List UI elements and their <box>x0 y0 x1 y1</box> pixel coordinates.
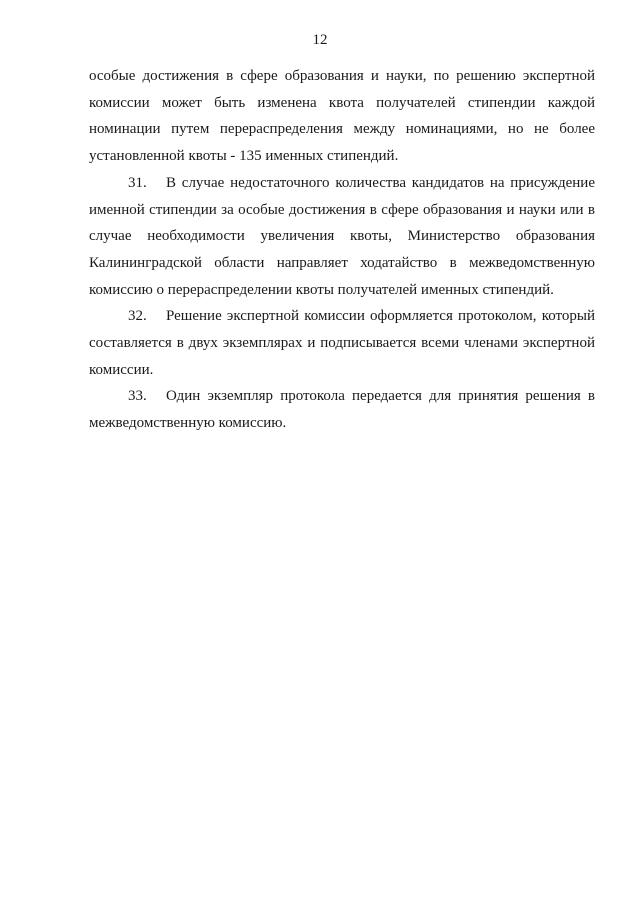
paragraph-text: В случае недостаточного количества кандидатов на присуждение именной стипендии за особые достижения в сфере образования и науки или в случае необходимости увеличения квоты, Министерство образования Калининградской области направляет ходатайство в межведомственную комиссию о перераспределении квоты получателей именных стипендий. <box>89 174 595 298</box>
paragraph-number: 31. <box>128 174 147 191</box>
paragraph-number: 33. <box>128 388 147 405</box>
paragraph-31 <box>89 170 595 304</box>
paragraph-text: особые достижения в сфере образования и науки, по решению экспертной комиссии может быть изменена квота получателей стипендии каждой номинации путем перераспределения между номинациями, но не более установленной квоты - 135 именных стипендий. <box>89 68 595 165</box>
page-number: 12 <box>312 32 328 48</box>
paragraph-33 <box>89 383 595 436</box>
paragraph-32 <box>89 303 595 383</box>
paragraph-text: Один экземпляр протокола передается для принятия решения в межведомственную комиссию. <box>89 388 595 432</box>
paragraph-number: 32. <box>128 308 147 325</box>
paragraph-text: Решение экспертной комиссии оформляется протоколом, который составляется в двух экземплярах и подписывается всеми членами экспертной комиссии. <box>89 308 595 378</box>
document-body <box>89 63 595 437</box>
paragraph-continuation <box>89 63 595 170</box>
